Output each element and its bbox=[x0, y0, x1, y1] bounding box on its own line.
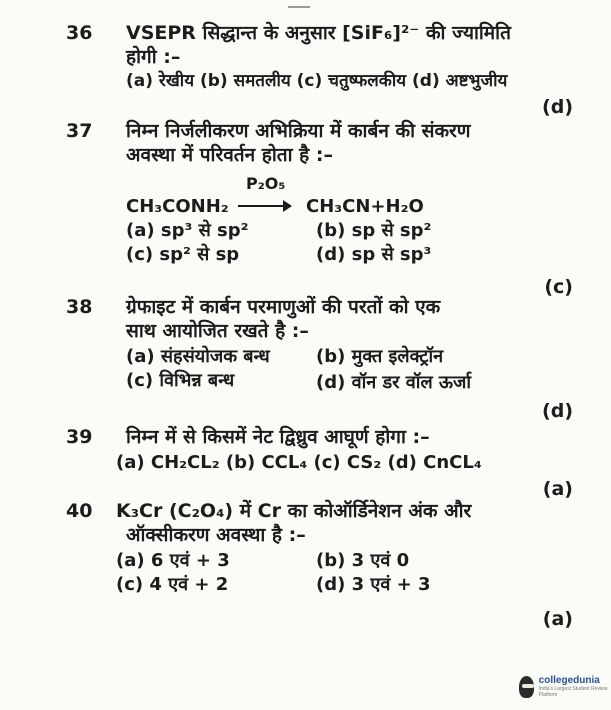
option-c: (c) 4 एवं + 2 bbox=[116, 574, 229, 595]
question-number: 37 bbox=[66, 120, 93, 142]
question-stem-line2: अवस्था में परिवर्तन होता है :– bbox=[126, 144, 333, 166]
answer-label: (a) bbox=[542, 478, 573, 500]
option-c: (c) sp² से sp bbox=[126, 244, 240, 265]
reaction-reactant: CH₃CONH₂ bbox=[126, 196, 229, 217]
option-b: (b) sp से sp² bbox=[316, 220, 432, 241]
reaction-arrow-icon bbox=[238, 205, 290, 207]
option-d: (d) 3 एवं + 3 bbox=[316, 574, 431, 595]
question-number: 36 bbox=[66, 22, 93, 44]
option-a: (a) 6 एवं + 3 bbox=[116, 550, 230, 571]
question-stem-line1: निम्न निर्जलीकरण अभिक्रिया में कार्बन की संकरण bbox=[126, 120, 471, 142]
question-stem-line1: ग्रेफाइट में कार्बन परमाणुओं की परतों को एक bbox=[126, 296, 441, 318]
top-handle bbox=[288, 6, 310, 8]
logo-name: collegedunia bbox=[538, 675, 600, 686]
question-number: 40 bbox=[66, 500, 93, 522]
reaction-reagent: P₂O₅ bbox=[246, 174, 286, 193]
question-stem-line1: निम्न में से किसमें नेट द्विध्रुव आघूर्ण होगा :– bbox=[126, 426, 430, 448]
collegedunia-logo bbox=[519, 675, 611, 698]
question-stem-line2: ऑक्सीकरण अवस्था है :– bbox=[126, 524, 306, 546]
question-stem-line1: VSEPR सिद्धान्त के अनुसार [SiF₆]²⁻ की ज्यामिति bbox=[126, 22, 511, 44]
option-d: (d) वॉन डर वॉल ऊर्जा bbox=[316, 372, 472, 393]
question-number: 39 bbox=[66, 426, 93, 448]
option-d: (d) sp से sp³ bbox=[316, 244, 432, 265]
logo-tagline: India's Largest Student Review Platform bbox=[538, 686, 608, 698]
option-c: (c) विभिन्न बन्ध bbox=[126, 370, 235, 391]
answer-label: (d) bbox=[542, 400, 573, 422]
graduate-cap-icon bbox=[519, 676, 534, 698]
reaction-product: CH₃CN+H₂O bbox=[306, 196, 424, 217]
question-stem-line2: साथ आयोजित रखते है :– bbox=[126, 320, 309, 342]
question-number: 38 bbox=[66, 296, 93, 318]
option-a: (a) संहसंयोजक बन्ध bbox=[126, 346, 270, 367]
option-b: (b) 3 एवं 0 bbox=[316, 550, 410, 571]
answer-label: (d) bbox=[542, 96, 573, 118]
option-b: (b) मुक्त इलेक्ट्रॉन bbox=[316, 346, 444, 367]
options-line: (a) CH₂CL₂ (b) CCL₄ (c) CS₂ (d) CnCL₄ bbox=[116, 452, 482, 473]
question-stem-line1: K₃Cr (C₂O₄) में Cr का कोऑर्डिनेशन अंक और bbox=[116, 500, 472, 522]
question-stem-line2: होगी :– bbox=[126, 46, 181, 68]
options-line: (a) रेखीय (b) समतलीय (c) चतुष्फलकीय (d) अष्टभुजीय bbox=[126, 71, 508, 91]
answer-label: (a) bbox=[542, 608, 573, 630]
option-a: (a) sp³ से sp² bbox=[126, 220, 249, 241]
answer-label: (c) bbox=[544, 276, 573, 298]
